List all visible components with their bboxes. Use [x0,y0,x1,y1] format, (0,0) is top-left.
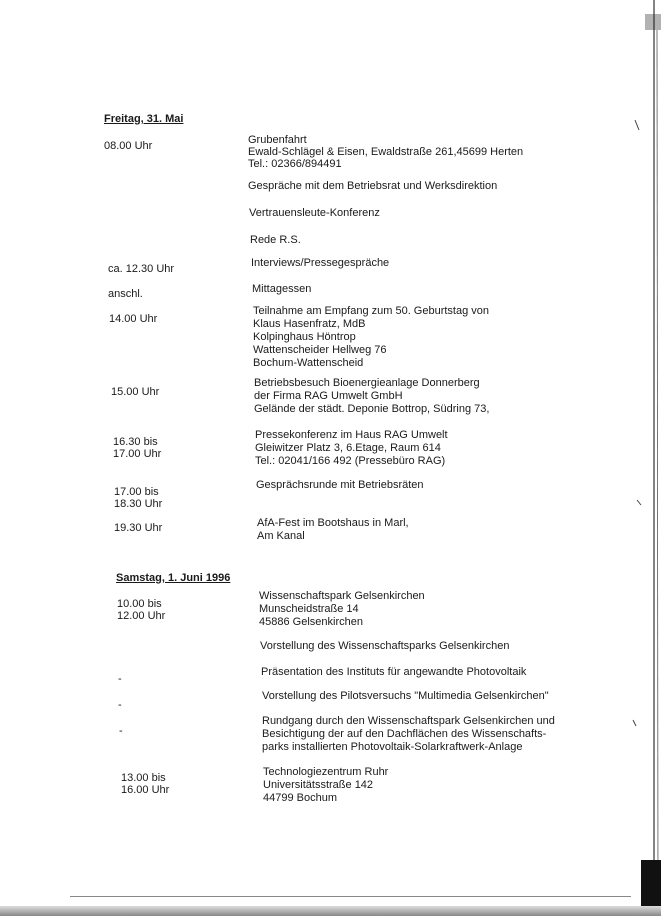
time-1300: 13.00 bis [121,772,166,784]
time-1600: 16.00 Uhr [121,784,170,796]
entry-rede: Rede R.S. [250,234,301,246]
entry-afa-fest-1: AfA-Fest im Bootshaus in Marl, [257,517,409,529]
friday-heading: Freitag, 31. Mai [104,113,184,125]
time-1700-b: 17.00 bis [114,486,159,498]
scan-edge-right [627,0,661,916]
entry-empfang-4: Wattenscheider Hellweg 76 [253,344,387,356]
entry-vorstellung-wissenschaftspark: Vorstellung des Wissenschaftsparks Gelsenkirchen [260,640,510,652]
entry-vertrauensleute: Vertrauensleute-Konferenz [249,207,380,219]
entry-rundgang-1: Rundgang durch den Wissenschaftspark Gelsenkirchen und [262,715,555,727]
time-0800: 08.00 Uhr [104,140,153,152]
entry-praesentation-institut: Präsentation des Instituts für angewandte Photovoltaik [261,666,527,678]
dash-3: - [119,725,123,737]
entry-afa-fest-2: Am Kanal [257,530,305,542]
entry-mittagessen: Mittagessen [252,283,312,295]
entry-empfang-2: Klaus Hasenfratz, MdB [253,318,366,330]
time-1000: 10.00 bis [117,598,162,610]
time-1930: 19.30 Uhr [114,522,163,534]
entry-grubenfahrt: Grubenfahrt [248,134,307,146]
time-1400: 14.00 Uhr [109,313,158,325]
entry-grubenfahrt-address: Ewald-Schlägel & Eisen, Ewaldstraße 261,45699 Herten [248,146,524,158]
time-1830: 18.30 Uhr [114,498,163,510]
entry-interviews: Interviews/Pressegespräche [251,257,390,269]
entry-technologiezentrum-1: Technologiezentrum Ruhr [263,766,389,778]
entry-empfang-3: Kolpinghaus Höntrop [253,331,356,343]
entry-gespraechsrunde: Gesprächsrunde mit Betriebsräten [256,479,424,491]
time-1630: 16.30 bis [113,436,158,448]
dash-1: - [118,673,122,685]
time-1230: ca. 12.30 Uhr [108,263,175,275]
time-1500: 15.00 Uhr [111,386,160,398]
saturday-heading: Samstag, 1. Juni 1996 [116,572,231,584]
entry-technologiezentrum-2: Universitätsstraße 142 [263,779,374,791]
entry-pilotversuch: Vorstellung des Pilotsversuchs "Multimedia Gelsenkirchen" [262,690,549,702]
entry-betriebsbesuch-3: Gelände der städt. Deponie Bottrop, Südring 73, [254,403,490,415]
entry-pressekonferenz-1: Pressekonferenz im Haus RAG Umwelt [255,429,448,441]
entry-pressekonferenz-2: Gleiwitzer Platz 3, 6.Etage, Raum 614 [255,442,441,454]
scan-bottom-band [0,906,661,916]
entry-gespraeche: Gespräche mit dem Betriebsrat und Werksdirektion [248,180,498,192]
entry-rundgang-2: Besichtigung der auf den Dachflächen des Wissenschafts- [262,728,547,740]
entry-grubenfahrt-phone: Tel.: 02366/894491 [248,158,342,170]
entry-betriebsbesuch-2: der Firma RAG Umwelt GmbH [254,390,403,402]
entry-rundgang-3: parks installierten Photovoltaik-Solarkraftwerk-Anlage [262,741,523,753]
entry-betriebsbesuch-1: Betriebsbesuch Bioenergieanlage Donnerberg [254,377,480,389]
time-1200: 12.00 Uhr [117,610,166,622]
entry-empfang-5: Bochum-Wattenscheid [253,357,364,369]
entry-wissenschaftspark-3: 45886 Gelsenkirchen [259,616,363,628]
entry-pressekonferenz-3: Tel.: 02041/166 492 (Pressebüro RAG) [255,455,446,467]
time-1700: 17.00 Uhr [113,448,162,460]
time-anschl: anschl. [108,288,143,300]
entry-wissenschaftspark-2: Munscheidstraße 14 [259,603,359,615]
entry-technologiezentrum-3: 44799 Bochum [263,792,337,804]
entry-wissenschaftspark-1: Wissenschaftspark Gelsenkirchen [259,590,425,602]
dash-2: - [118,699,122,711]
scan-bottom-line [70,896,631,897]
entry-empfang-1: Teilnahme am Empfang zum 50. Geburtstag von [253,305,490,317]
